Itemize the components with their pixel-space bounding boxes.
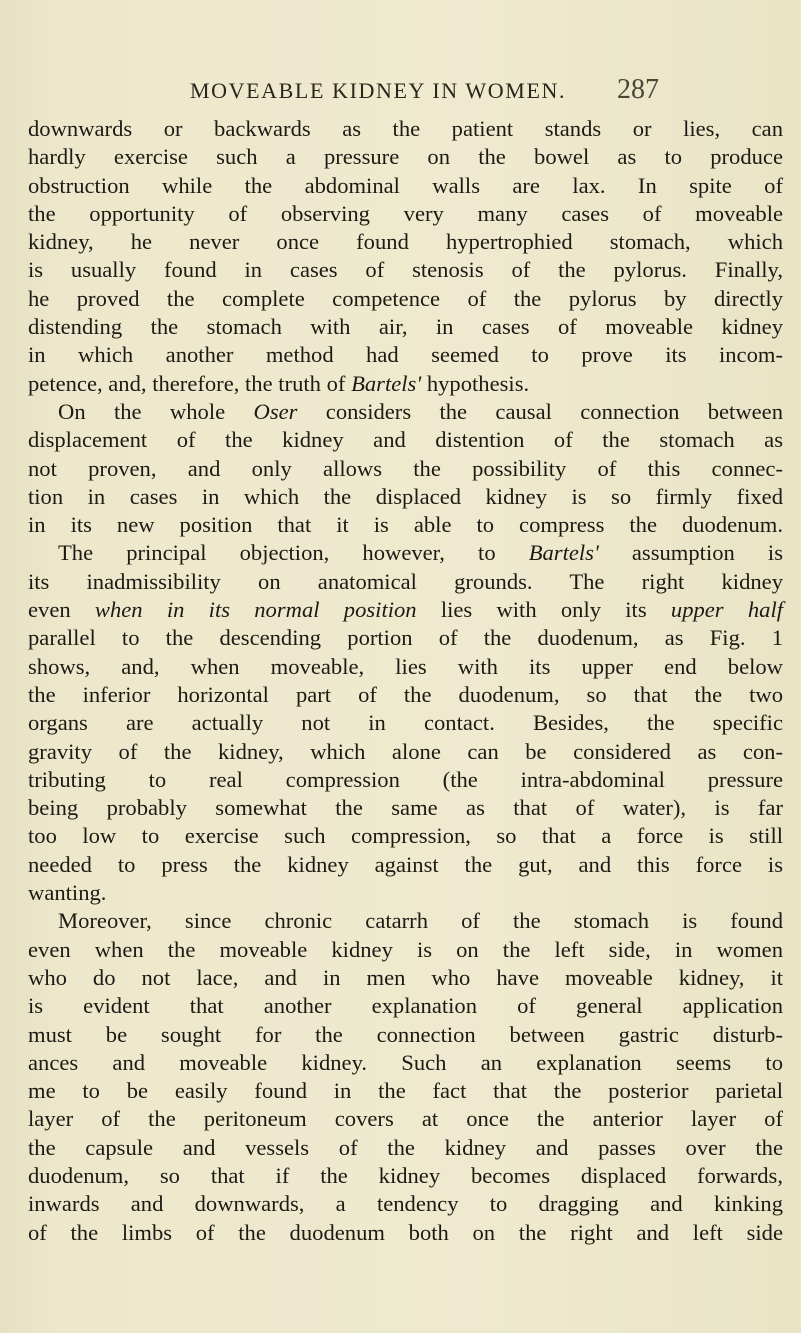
text-line (28, 511, 783, 539)
text-line (28, 398, 783, 426)
text-run: obstruction while the abdominal walls are lax. In spite of (28, 172, 783, 198)
text-line (28, 992, 783, 1020)
text-line (28, 964, 783, 992)
text-run: considers the causal connection between (297, 398, 783, 424)
text-line (28, 766, 783, 794)
text-run: being probably somewhat the same as that of water), is far (28, 795, 783, 821)
text-line (28, 1049, 783, 1077)
text-run: distending the stomach with air, in cases of moveable kidney (28, 314, 783, 340)
text-run: tributing to real compression (the intra-abdominal pressure (28, 766, 783, 792)
text-line (28, 1162, 783, 1190)
page-number: 287 (617, 74, 659, 105)
text-run: assumption is (598, 540, 783, 566)
text-run: shows, and, when moveable, lies with its upper end below (28, 653, 783, 679)
text-run: wanting. (28, 880, 107, 906)
text-run: On the whole (58, 398, 254, 424)
body-text (28, 115, 783, 1247)
italic-text: Bartels' (528, 540, 599, 566)
text-run: gravity of the kidney, which alone can be considered as con- (28, 738, 783, 764)
text-run: not proven, and only allows the possibility of this connec- (28, 455, 783, 481)
text-line (28, 539, 783, 567)
text-run: inwards and downwards, a tendency to dragging and kinking (28, 1191, 783, 1217)
text-run: me to be easily found in the fact that the posterior parietal (28, 1078, 783, 1104)
text-run: hardly exercise such a pressure on the bowel as to produce (28, 144, 783, 170)
text-line (28, 1134, 783, 1162)
text-run: the opportunity of observing very many cases of moveable (28, 200, 783, 226)
text-line (28, 794, 783, 822)
text-run: even (28, 597, 95, 623)
text-run: organs are actually not in contact. Besides, the specific (28, 710, 783, 736)
text-line (28, 426, 783, 454)
text-line (28, 1190, 783, 1218)
text-run: layer of the peritoneum covers at once the anterior layer of (28, 1106, 783, 1132)
text-line (28, 568, 783, 596)
text-run: the inferior horizontal part of the duodenum, so that the two (28, 681, 783, 707)
text-run: in its new position that it is able to compress the duodenum. (28, 512, 783, 538)
text-line (28, 172, 783, 200)
text-line (28, 1219, 783, 1247)
text-line (28, 115, 783, 143)
running-title: MOVEABLE KIDNEY IN WOMEN. (190, 78, 567, 103)
text-run: even when the moveable kidney is on the left side, in women (28, 936, 783, 962)
text-line (28, 738, 783, 766)
text-line (28, 228, 783, 256)
text-line (28, 907, 783, 935)
text-run: of the limbs of the duodenum both on the right and left side (28, 1219, 783, 1245)
text-line (28, 313, 783, 341)
text-run: ances and moveable kidney. Such an explanation seems to (28, 1049, 783, 1075)
text-run: The principal objection, however, to (58, 540, 529, 566)
text-line (28, 596, 783, 624)
text-run: displacement of the kidney and distention of the stomach as (28, 427, 783, 453)
text-line (28, 851, 783, 879)
text-run: too low to exercise such compression, so that a force is still (28, 823, 783, 849)
text-line (28, 483, 783, 511)
text-line (28, 370, 783, 398)
text-run: tion in cases in which the displaced kidney is so firmly fixed (28, 483, 783, 509)
text-line (28, 1077, 783, 1105)
italic-text: Bartels' (351, 370, 422, 396)
italic-text: Oser (253, 398, 298, 424)
text-run: downwards or backwards as the patient stands or lies, can (28, 116, 783, 141)
text-run: in which another method had seemed to prove its incom- (28, 342, 783, 368)
text-line (28, 681, 783, 709)
text-line (28, 455, 783, 483)
text-run: hypothesis. (421, 370, 530, 396)
italic-text: upper half (670, 597, 783, 623)
text-line (28, 256, 783, 284)
text-run: is usually found in cases of stenosis of the pylorus. Finally, (28, 257, 783, 283)
text-line (28, 341, 783, 369)
text-run: parallel to the descending portion of the duodenum, as Fig. 1 (28, 625, 783, 651)
text-line (28, 879, 783, 907)
text-run: the capsule and vessels of the kidney and passes over the (28, 1134, 783, 1160)
text-line (28, 709, 783, 737)
text-run: is evident that another explanation of general application (28, 993, 783, 1019)
text-line (28, 936, 783, 964)
text-run: Moreover, since chronic catarrh of the stomach is found (58, 908, 783, 934)
text-run: must be sought for the connection between gastric disturb- (28, 1021, 783, 1047)
text-line (28, 1105, 783, 1133)
text-line (28, 653, 783, 681)
running-header (0, 70, 801, 110)
text-line (28, 285, 783, 313)
text-run: who do not lace, and in men who have moveable kidney, it (28, 964, 783, 990)
text-run: needed to press the kidney against the gut, and this force is (28, 851, 783, 877)
text-line (28, 624, 783, 652)
text-run: its inadmissibility on anatomical grounds. The right kidney (28, 568, 783, 594)
text-run: lies with only its (416, 597, 671, 623)
text-run: kidney, he never once found hypertrophied stomach, which (28, 229, 783, 255)
text-line (28, 822, 783, 850)
text-run: petence, and, therefore, the truth of (28, 370, 352, 396)
text-line (28, 1021, 783, 1049)
italic-text: when in its normal position (94, 597, 417, 623)
text-line (28, 200, 783, 228)
text-run: he proved the complete competence of the pylorus by directly (28, 285, 783, 311)
text-line (28, 143, 783, 171)
text-run: duodenum, so that if the kidney becomes displaced forwards, (28, 1162, 783, 1188)
